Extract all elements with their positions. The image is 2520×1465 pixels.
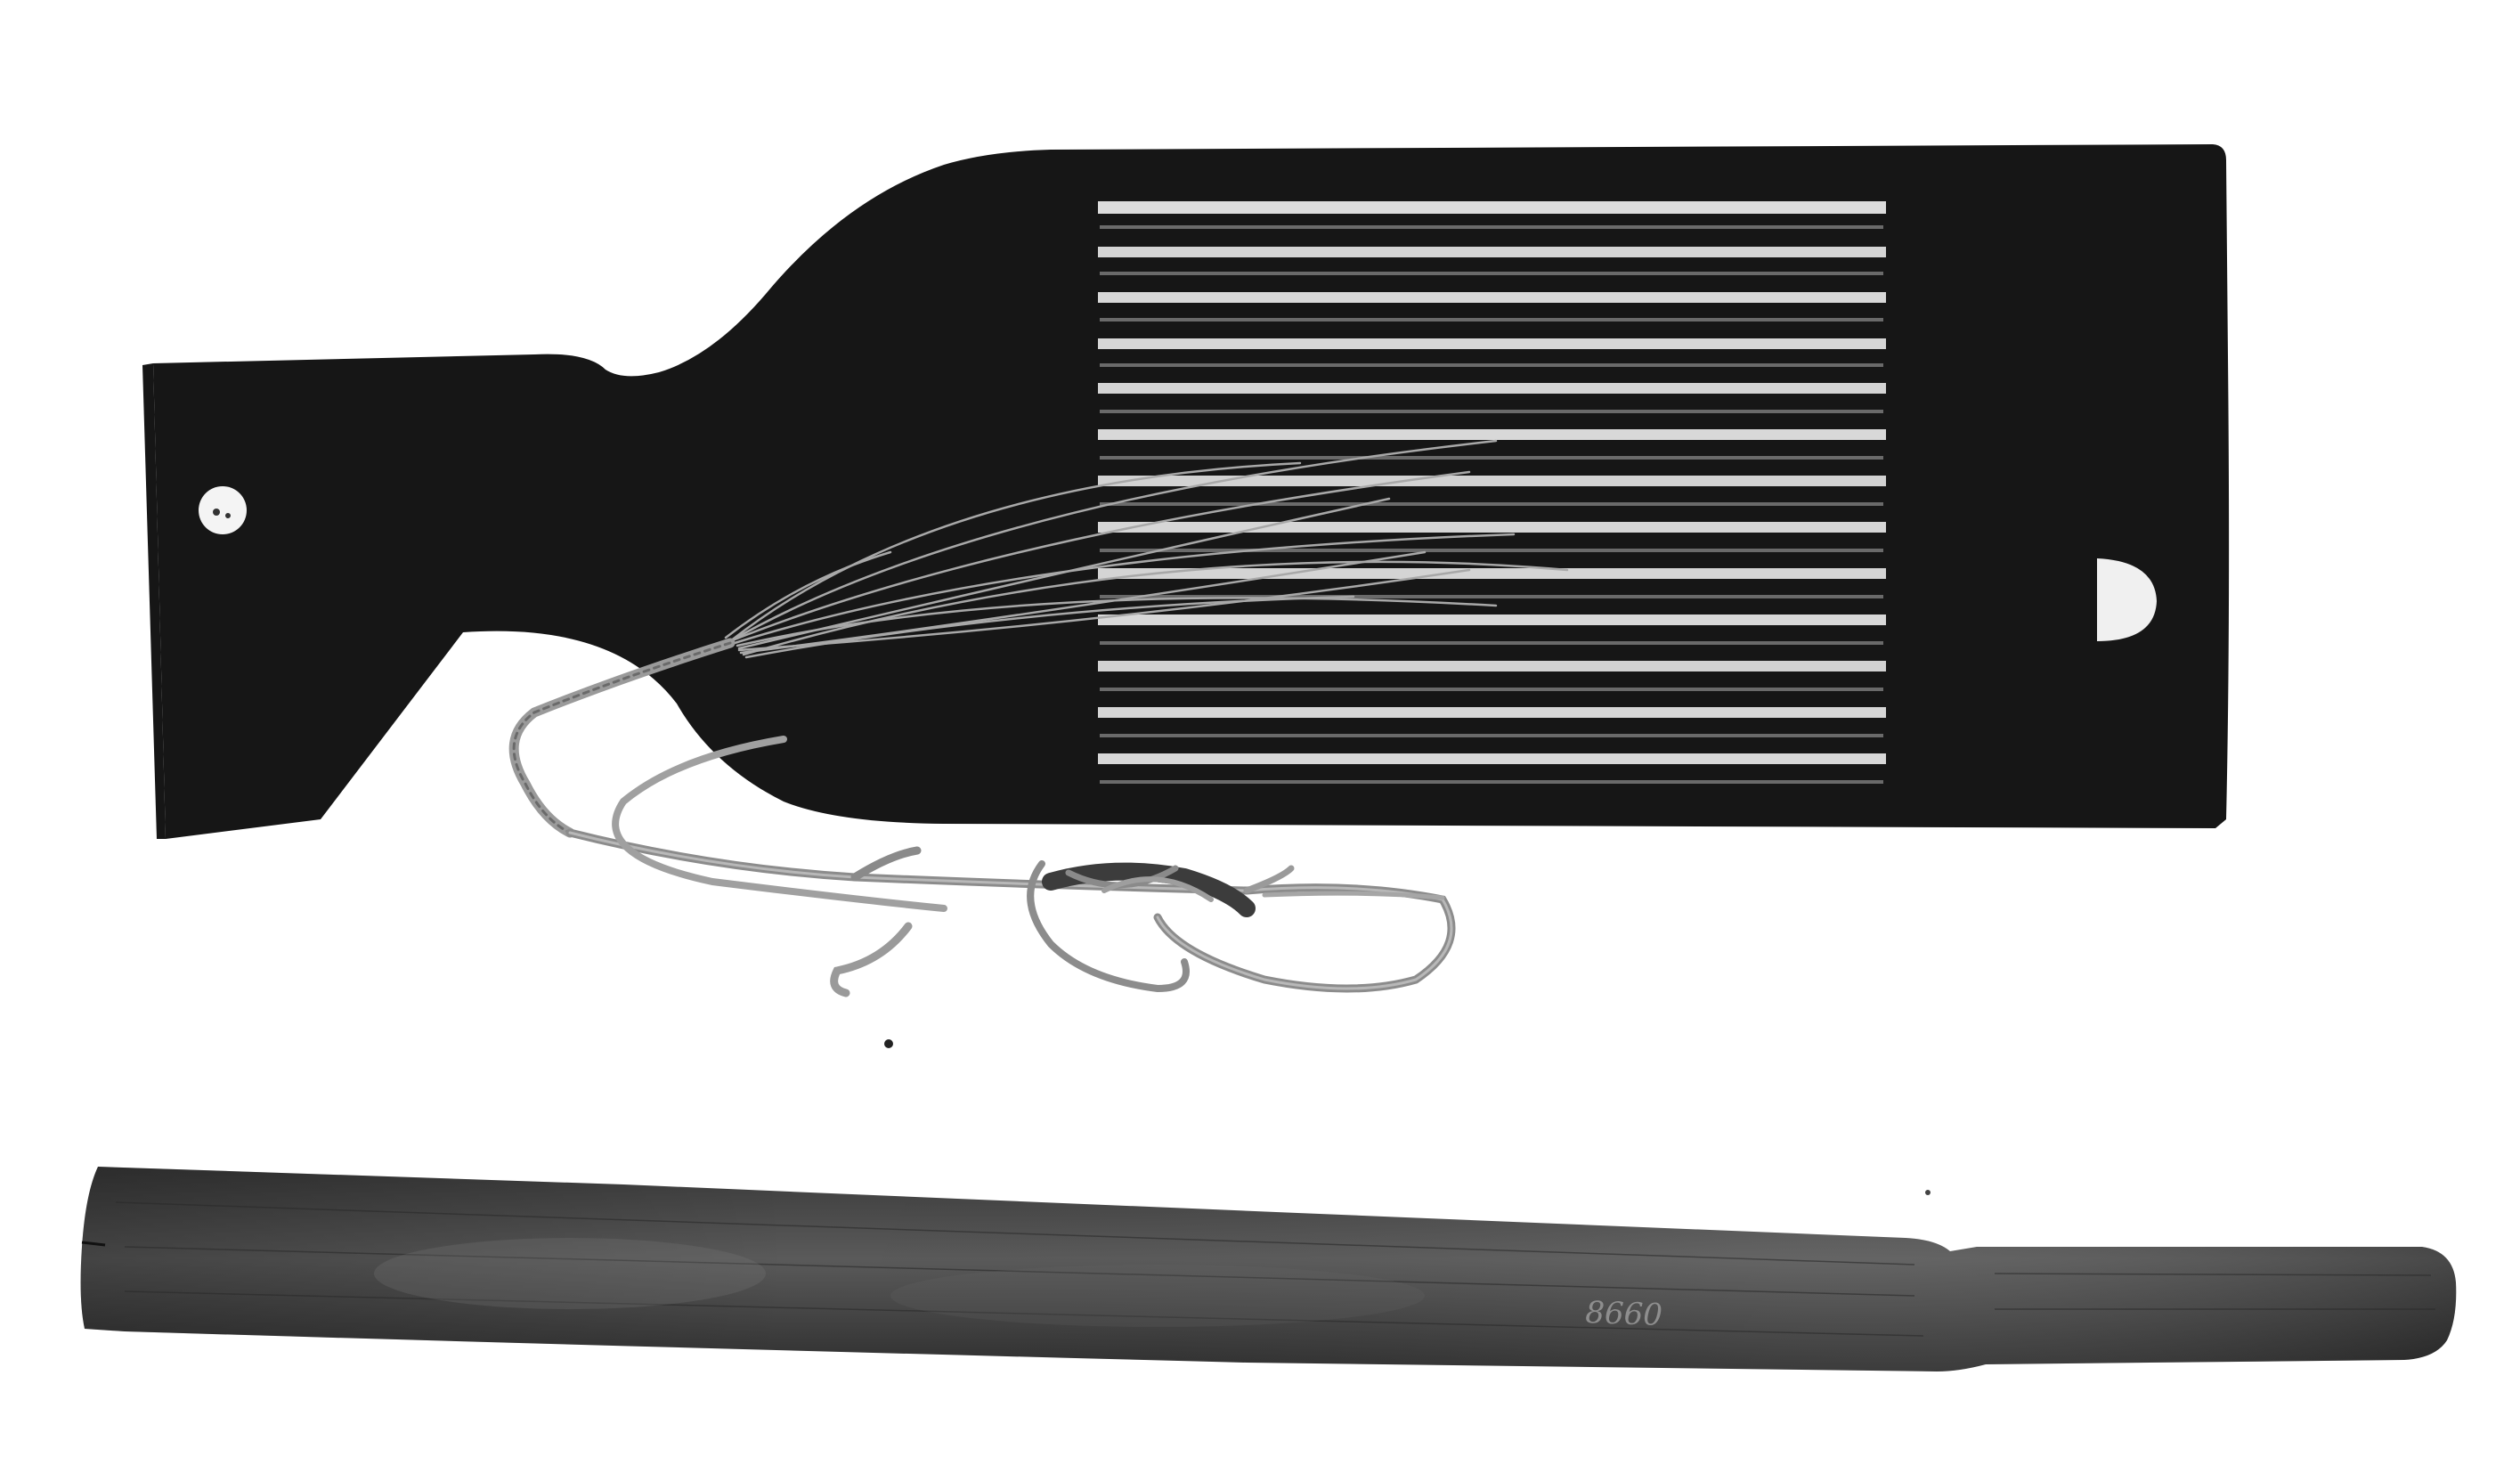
handle-hole	[199, 486, 247, 534]
heddle-board	[142, 144, 2229, 839]
catalog-number: 8660	[1584, 1295, 1663, 1334]
debris-dot	[884, 1039, 893, 1048]
weaving-sword	[81, 1167, 2457, 1371]
debris-dot	[1925, 1190, 1931, 1195]
